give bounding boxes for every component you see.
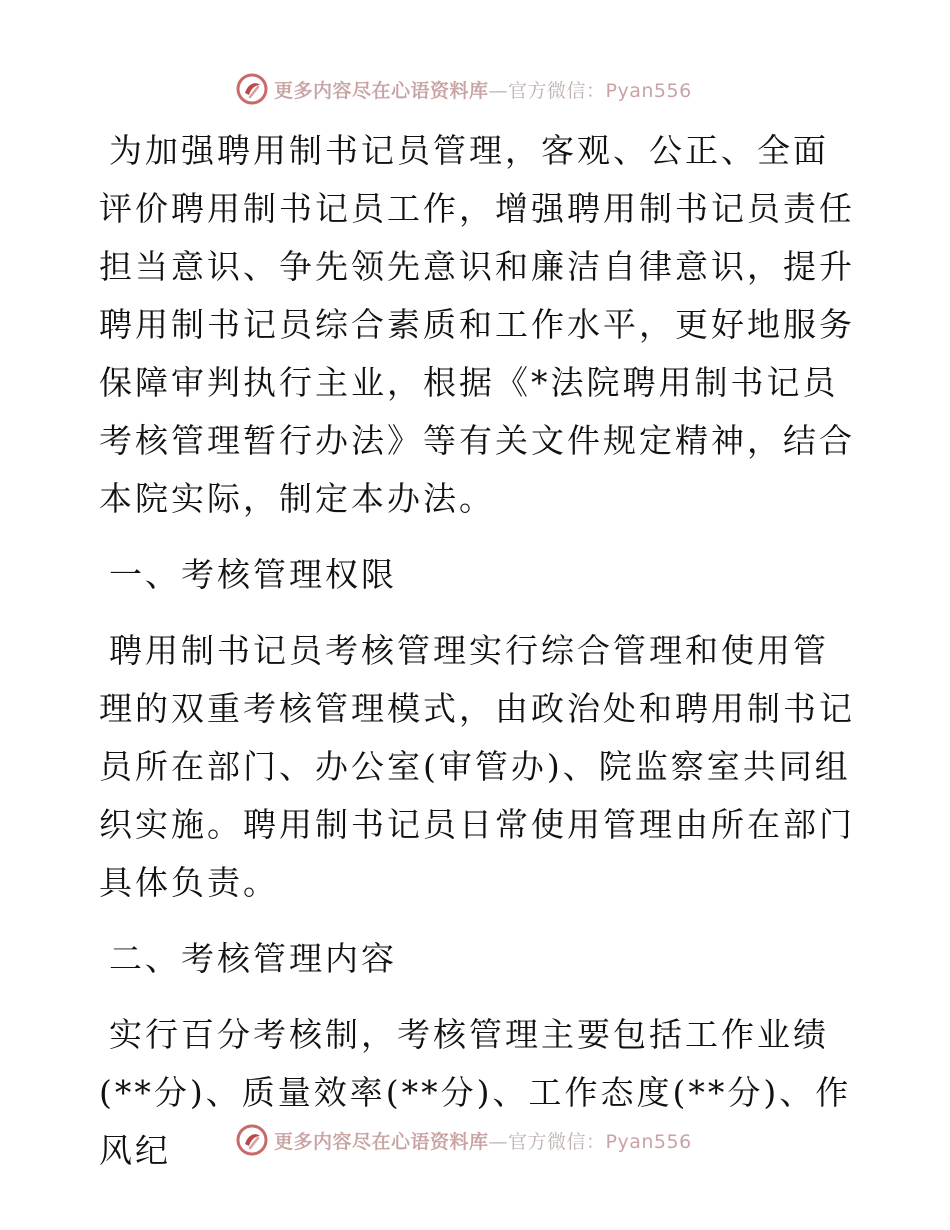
- red-swirl-logo-icon: [236, 1124, 268, 1156]
- document-body: [99, 122, 859, 1180]
- watermark-tail: —官方微信：: [488, 1130, 606, 1153]
- watermark-tail: —官方微信：: [488, 79, 606, 102]
- section-heading-1: 一、考核管理权限: [109, 555, 397, 594]
- footer-watermark-banner: [236, 1123, 716, 1157]
- body-paragraph-intro: 为加强聘用制书记员管理，客观、公正、全面评价聘用制书记员工作，增强聘用制书记员责任担当意识、争先领先意识和廉洁自律意识，提升聘用制书记员综合素质和工作水平，更好地服务保障审判执行主业，根据《*法院聘用制书记员考核管理暂行办法》等有关文件规定精神，结合本院实际，制定本办法。: [99, 131, 855, 518]
- watermark-brand: 更多内容尽在心语资料库: [274, 79, 489, 102]
- header-watermark-banner: [236, 72, 716, 106]
- body-paragraph-section-1: 聘用制书记员考核管理实行综合管理和使用管理的双重考核管理模式，由政治处和聘用制书记员所在部门、办公室(审管办)、院监察室共同组织实施。聘用制书记员日常使用管理由所在部门具体负责。: [99, 631, 855, 902]
- watermark-text: [274, 76, 692, 103]
- watermark-wechat-id: Pyan556: [605, 79, 692, 102]
- watermark-brand: 更多内容尽在心语资料库: [274, 1130, 489, 1153]
- watermark-text: [274, 1127, 692, 1154]
- body-paragraph-section-2: 实行百分考核制，考核管理主要包括工作业绩(**分)、质量效率(**分)、工作态度(**分)、作风纪: [99, 1015, 852, 1170]
- section-heading-2: 二、考核管理内容: [109, 939, 397, 978]
- watermark-wechat-id: Pyan556: [605, 1130, 692, 1153]
- red-swirl-logo-icon: [236, 73, 268, 105]
